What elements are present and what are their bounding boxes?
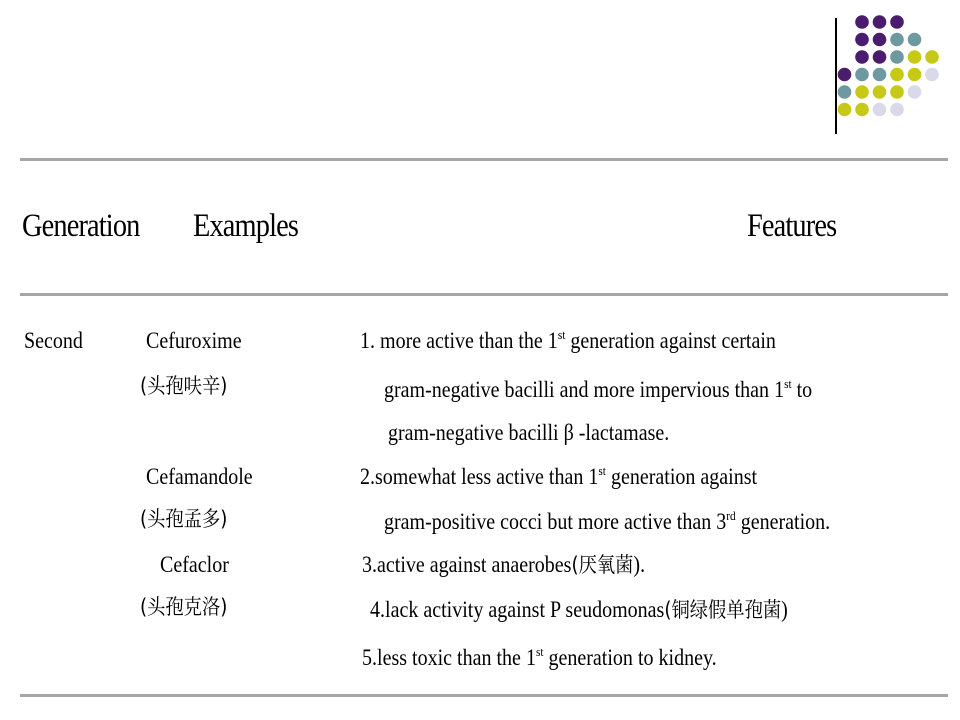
header-generation: Generation xyxy=(22,208,140,244)
decorative-dot xyxy=(908,50,922,64)
decorative-dot xyxy=(873,103,887,117)
feature-line xyxy=(360,329,776,352)
header-examples: Examples xyxy=(193,208,299,244)
table-header-rule xyxy=(20,293,948,296)
feature-text: generation against certain xyxy=(565,328,776,353)
feature-text: 2.somewhat less active than 1 xyxy=(360,464,599,489)
feature-text: to xyxy=(791,377,813,402)
decorative-dot xyxy=(855,15,869,29)
generation-cell: Second xyxy=(24,328,83,353)
decorative-dot xyxy=(855,68,869,82)
feature-text: gram-positive cocci but more active than 3 xyxy=(384,509,727,534)
feature-text: gram-negative bacilli and more impervious than 1 xyxy=(384,377,785,402)
feature-text: 3.active against anaerobes xyxy=(362,552,572,577)
decorative-dot xyxy=(873,68,887,82)
feature-text: ) xyxy=(781,597,788,622)
decorative-dot xyxy=(873,33,887,47)
feature-text: generation to kidney. xyxy=(543,645,717,670)
decorative-dot xyxy=(890,15,904,29)
decorative-vertical-line xyxy=(835,18,837,134)
superscript: rd xyxy=(726,508,736,523)
decorative-dot xyxy=(890,68,904,82)
decorative-dot xyxy=(873,50,887,64)
feature-line xyxy=(384,378,812,401)
decorative-dot xyxy=(873,85,887,99)
drug-name: Cefuroxime xyxy=(146,328,242,353)
feature-text: 4.lack activity against P seudomonas xyxy=(370,597,665,622)
drug-chinese-name: (头孢呋辛) xyxy=(140,374,228,398)
superscript: st xyxy=(557,327,566,342)
feature-line xyxy=(384,510,830,533)
feature-text: 1. more active than the 1 xyxy=(360,328,558,353)
decorative-dot xyxy=(908,33,922,47)
drug-chinese-name: (头孢克洛) xyxy=(140,595,228,619)
decorative-dot xyxy=(925,68,939,82)
feature-text: gram-negative bacilli β -lactamase. xyxy=(388,420,670,445)
superscript: st xyxy=(784,376,792,391)
header-features: Features xyxy=(747,208,837,244)
decorative-dot xyxy=(908,85,922,99)
drug-name: Cefaclor xyxy=(160,552,229,577)
decorative-dot xyxy=(838,85,852,99)
superscript: st xyxy=(598,463,606,478)
feature-line xyxy=(360,465,757,488)
drug-name: Cefamandole xyxy=(146,464,253,489)
decorative-dot xyxy=(890,50,904,64)
feature-chinese-text: (厌氧菌 xyxy=(571,553,634,577)
feature-text: ). xyxy=(633,552,646,577)
feature-text: 5.less toxic than the 1 xyxy=(362,645,536,670)
superscript: st xyxy=(535,644,544,659)
decorative-dot xyxy=(855,50,869,64)
decorative-dot xyxy=(890,103,904,117)
decorative-dot xyxy=(925,50,939,64)
dot-pattern-graphic xyxy=(0,0,960,140)
feature-line xyxy=(362,646,717,669)
decorative-dot xyxy=(855,103,869,117)
decorative-dot xyxy=(855,85,869,99)
feature-chinese-text: (铜绿假单孢菌 xyxy=(664,598,782,622)
feature-text: generation. xyxy=(735,509,831,534)
decorative-dot xyxy=(873,15,887,29)
table-top-rule xyxy=(20,158,948,161)
decorative-dot xyxy=(855,33,869,47)
drug-chinese-name: (头孢孟多) xyxy=(140,507,228,531)
decorative-dot xyxy=(908,68,922,82)
decorative-dot xyxy=(838,103,852,117)
decorative-dot xyxy=(838,68,852,82)
decorative-dot xyxy=(890,33,904,47)
feature-text: generation against xyxy=(605,464,758,489)
decorative-dot xyxy=(890,85,904,99)
feature-line xyxy=(388,421,669,444)
table-bottom-rule xyxy=(20,694,948,697)
feature-line xyxy=(370,598,788,621)
feature-line xyxy=(362,553,645,576)
